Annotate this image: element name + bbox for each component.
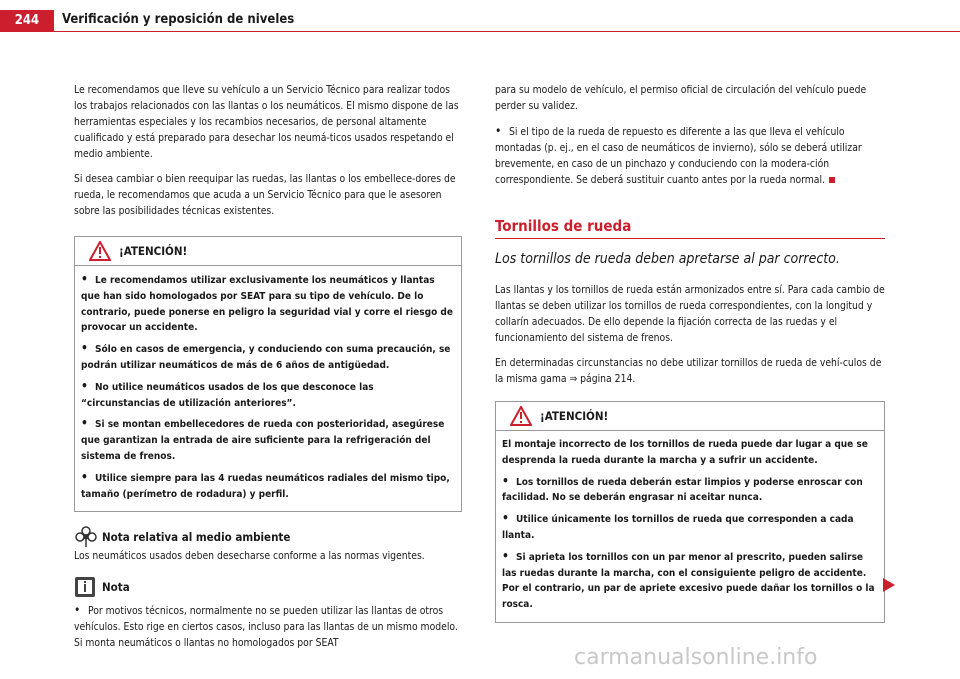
warning-box	[495, 401, 885, 623]
end-of-section-icon	[829, 177, 835, 183]
warning-icon	[510, 406, 532, 426]
warning-item: • Sólo en casos de emergencia, y conduciendo con suma precaución, se podrán utilizar neumáticos de más de 6 años de antigüedad.	[81, 341, 451, 371]
environment-note-title: Nota relativa al medio ambiente	[102, 530, 291, 545]
environment-note-header	[74, 526, 462, 548]
section-subtitle: Los tornillos de rueda deben apretarse al par correcto.	[495, 251, 840, 267]
note-item: • Por motivos técnicos, normalmente no se pueden utilizar las llantas de otros vehículos. Esto rige en ciertos casos, incluso para las llantas de un mismo modelo. Si monta neumáticos o llantas no homologados por SEAT	[74, 603, 458, 650]
section-title: Tornillos de rueda	[495, 218, 885, 239]
warning-item: • No utilice neumáticos usados de los que desconoce las “circunstancias de utilización anteriores”.	[81, 378, 374, 409]
info-icon	[74, 576, 96, 598]
warning-body	[496, 431, 884, 622]
warning-box	[74, 236, 462, 512]
header-rule	[54, 31, 960, 32]
warning-title: ¡ATENCIÓN!	[540, 409, 609, 423]
paragraph: Las llantas y los tornillos de rueda están armonizados entre sí. Para cada cambio de llantas se deben utilizar los tornillos de rueda correspondientes, con la longitud y collarín adecuados. De ello depende la fijación correcta de las ruedas y el funcionamiento del sistema de frenos.	[495, 284, 885, 344]
watermark: carmanualsonline.info	[574, 645, 818, 670]
page-title: Verificación y reposición de niveles	[62, 12, 295, 27]
paragraph: para su modelo de vehículo, el permiso oficial de circulación del vehículo puede perder su validez.	[495, 84, 867, 112]
flower-icon	[74, 526, 98, 548]
next-page-arrow-icon[interactable]	[883, 578, 895, 592]
warning-icon	[89, 241, 111, 261]
left-column	[74, 82, 462, 659]
warning-item: • Los tornillos de rueda deberán estar limpios y poderse enroscar con facilidad. No se deberán engrasar ni aceitar nunca.	[502, 473, 863, 504]
warning-item: • Si se montan embellecedores de rueda con posterioridad, asegúrese que garantizan la entrada de aire suficiente para la refrigeración del sistema de frenos.	[81, 416, 445, 462]
warning-item: • Utilice siempre para las 4 ruedas neumáticos radiales del mismo tipo, tamaño (perímetro de rodadura) y perfil.	[81, 469, 450, 500]
bullet-icon: •	[502, 473, 509, 488]
warning-title: ¡ATENCIÓN!	[119, 244, 188, 258]
list-item: • Si el tipo de la rueda de repuesto es diferente a las que lleva el vehículo montadas (p. ej., en el caso de neumáticos de invierno), sólo se deberá utilizar brevemente, en caso de un pinchazo y conduciendo con la modera-ción correspondiente. Se deberá sustituir cuanto antes por la rueda normal.	[495, 124, 862, 186]
paragraph: Le recomendamos que lleve su vehículo a un Servicio Técnico para realizar todos los trabajos relacionados con las llantas o los neumáticos. El mismo dispone de las herramientas especiales y los recambios necesarios, de personal altamente cualificado y está preparado para desechar los neumá-ticos usados respetando el medio ambiente.	[74, 84, 459, 160]
bullet-icon: •	[81, 416, 88, 431]
paragraph: En determinadas circunstancias no debe utilizar tornillos de rueda de vehí-culos de la misma gama ⇒ página 214.	[495, 357, 882, 385]
bullet-icon: •	[495, 124, 502, 138]
note-header	[74, 576, 462, 602]
paragraph: Si desea cambiar o bien reequipar las ruedas, las llantas o los embellece-dores de rueda, le recomendamos que acuda a un Servicio Técnico para que le asesoren sobre las posibilidades técnicas existentes.	[74, 173, 456, 217]
environment-note-text: Los neumáticos usados deben desecharse conforme a las normas vigentes.	[74, 550, 425, 563]
page-number: 244	[0, 10, 54, 32]
bullet-icon: •	[81, 378, 88, 393]
bullet-icon: •	[81, 272, 88, 286]
note-title: Nota	[102, 580, 130, 595]
right-column	[495, 82, 885, 637]
warning-body	[75, 266, 461, 511]
warning-item: • Utilice únicamente los tornillos de rueda que corresponden a cada llanta.	[502, 511, 854, 541]
warning-item: • Si aprieta los tornillos con un par menor al prescrito, pueden salirse las ruedas durante la marcha, con el consiguiente peligro de accidente. Por el contrario, un par de apriete excesivo puede dañar los tornillos o la rosca.	[502, 548, 875, 611]
bullet-icon: •	[74, 603, 81, 618]
bullet-icon: •	[81, 469, 88, 484]
bullet-icon: •	[81, 341, 88, 356]
warning-item: • Le recomendamos utilizar exclusivamente los neumáticos y llantas que han sido homologados por SEAT para su tipo de vehículo. De lo contrario, puede ponerse en peligro la seguridad vial y corre el riesgo de provocar un accidente.	[81, 272, 453, 334]
warning-header	[496, 402, 884, 431]
bullet-icon: •	[502, 548, 509, 563]
warning-header	[75, 237, 461, 266]
bullet-icon: •	[502, 511, 509, 526]
warning-intro: El montaje incorrecto de los tornillos de rueda puede dar lugar a que se desprenda la rueda durante la marcha y a sufrir un accidente.	[502, 439, 868, 466]
page-header	[0, 10, 960, 32]
